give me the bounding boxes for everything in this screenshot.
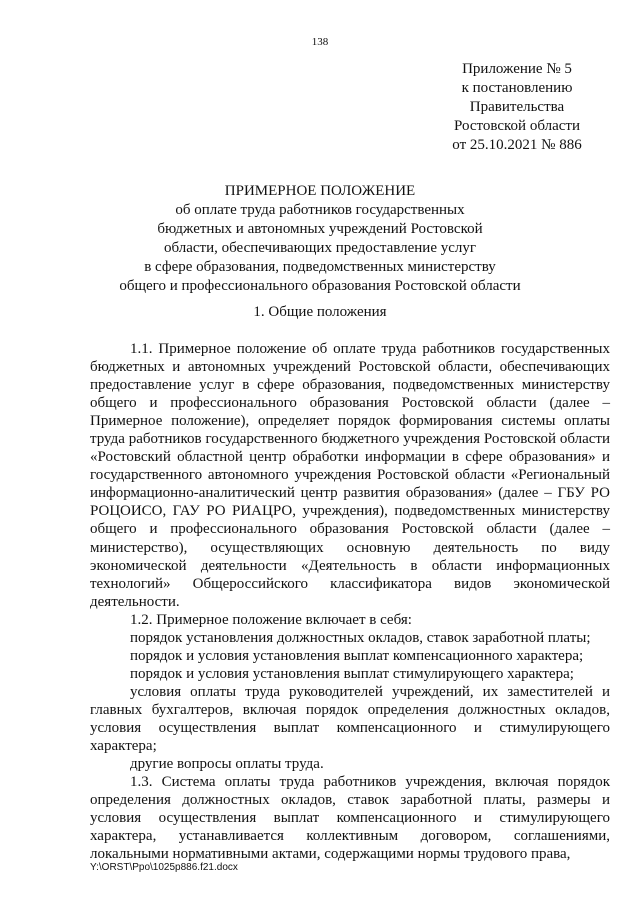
section-heading: 1. Общие положения — [253, 304, 387, 320]
title-line: общего и профессионального образования Ростовской области — [119, 278, 521, 294]
title-heading: ПРИМЕРНОЕ ПОЛОЖЕНИЕ — [224, 183, 416, 199]
paragraph: 1.1. Примерное положение об оплате труда работников государственных бюджетных и автономных учреждений Ростовской области, обеспечивающих предоставление услуг в сфере образования, подведомственных министерству общего и профессионального образования Ростовской области (далее – Примерное положение), определяет порядок формирования системы оплаты труда работников государственного бюджетного учреждения Ростовской области «Ростовский областной центр обработки информации в сфере образования» и государственного автономного учреждения Ростовской области «Региональный информационно-аналитический центр развития образования» (далее – ГБУ РО РОЦОИСО, ГАУ РО РИАЦРО, учреждения), подведомственных министерству общего и профессионального образования Ростовской области (далее – министерство), осуществляющих основную деятельность по виду экономической деятельности «Деятельность в области информационных технологий» Общероссийского классификатора видов экономической деятельности. — [90, 341, 610, 610]
appendix-line: к постановлению — [461, 80, 573, 96]
body-text — [90, 340, 610, 863]
page-number: 138 — [311, 36, 329, 48]
appendix-block — [432, 60, 602, 155]
list-item: порядок и условия установления выплат компенсационного характера; — [130, 647, 584, 664]
appendix-line: Приложение № 5 — [462, 61, 572, 77]
title-line: об оплате труда работников государственных — [175, 202, 465, 218]
paragraph: 1.3. Система оплаты труда работников учреждения, включая порядок определения должностных окладов, ставок заработной платы, размеры и условия осуществления выплат компенсационного и стимулирующего характера, устанавливается коллективным договором, соглашениями, локальными нормативными актами, содержащими нормы трудового права, — [90, 774, 610, 863]
appendix-line: Правительства — [469, 99, 565, 115]
list-item: условия оплаты труда руководителей учреждений, их заместителей и главных бухгалтеров, включая порядок определения должностных окладов, условия осуществления выплат компенсационного и стимулирующего характера; — [90, 683, 610, 755]
paragraph: 1.2. Примерное положение включает в себя: — [130, 611, 412, 628]
list-item: порядок установления должностных окладов, ставок заработной платы; — [130, 629, 591, 646]
title-line: области, обеспечивающих предоставление услуг — [163, 240, 477, 256]
appendix-line: от 25.10.2021 № 886 — [452, 137, 582, 153]
list-item: порядок и условия установления выплат стимулирующего характера; — [130, 665, 574, 682]
document-title — [80, 182, 560, 296]
title-line: бюджетных и автономных учреждений Ростовской — [157, 221, 483, 237]
title-line: в сфере образования, подведомственных министерству — [144, 259, 496, 275]
footer-file-path: Y:\ORST\Ppo\1025p886.f21.docx — [90, 862, 238, 873]
list-item: другие вопросы оплаты труда. — [130, 756, 324, 773]
appendix-line: Ростовской области — [454, 118, 580, 134]
